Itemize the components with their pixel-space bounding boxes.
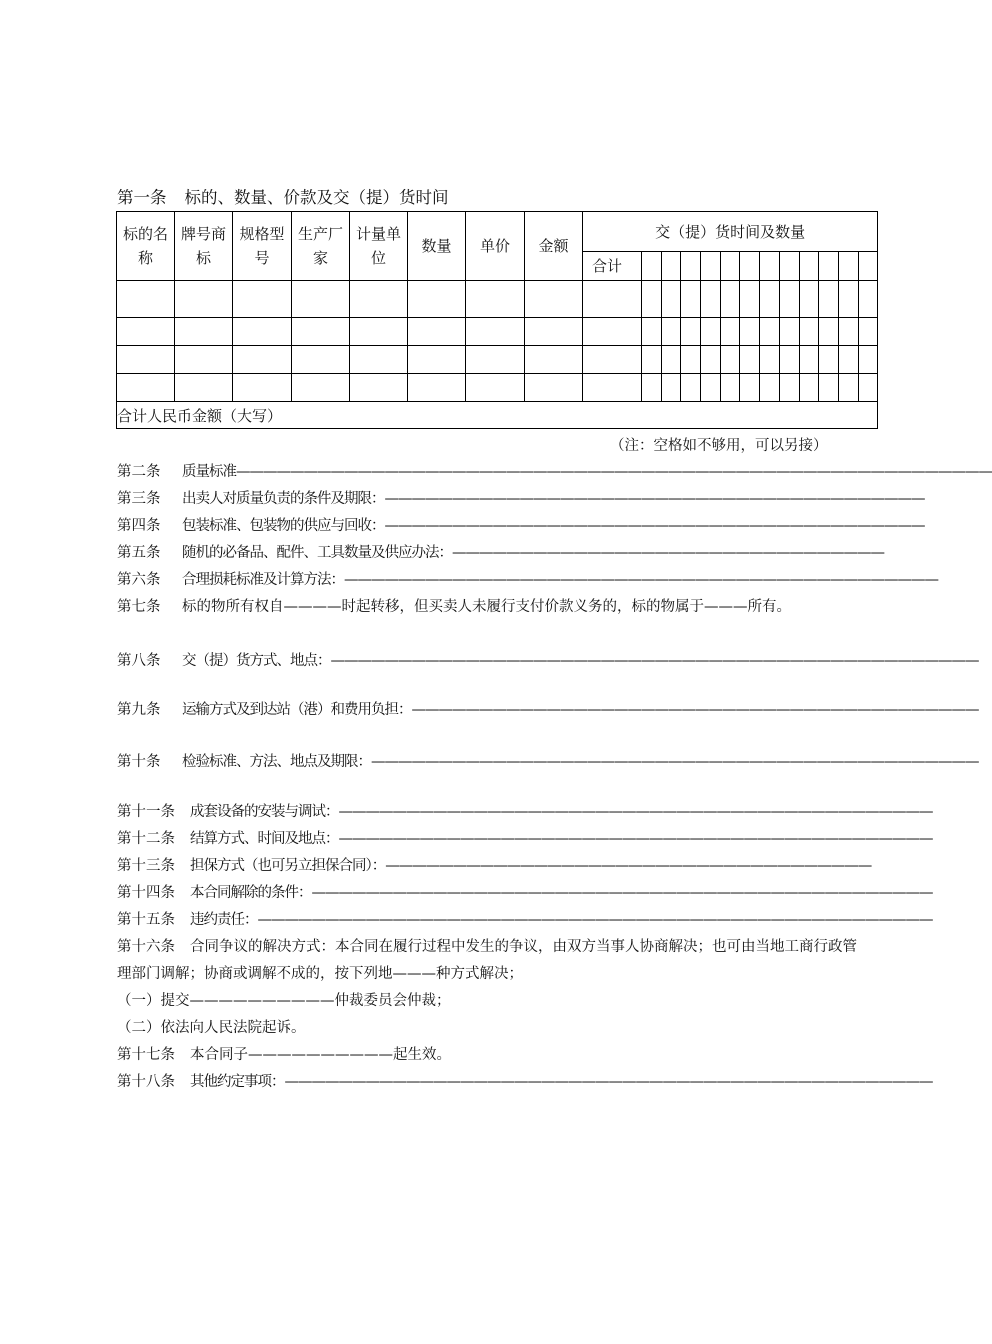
table-cell bbox=[838, 374, 858, 402]
table-cell bbox=[799, 281, 819, 318]
clause-number: 第三条 bbox=[117, 491, 161, 507]
table-cell bbox=[740, 318, 760, 346]
table-cell bbox=[642, 374, 662, 402]
table-cell bbox=[292, 374, 350, 402]
table-cell bbox=[408, 374, 466, 402]
clause-13 bbox=[117, 853, 872, 880]
clause-text: 随机的必备品、配件、工具数量及供应办法：———————————————————————————————— bbox=[182, 545, 884, 561]
table-cell bbox=[175, 374, 233, 402]
delivery-slot bbox=[740, 251, 760, 280]
clause-text: 出卖人对质量负责的条件及期限：———————————————————————————————————————— bbox=[182, 491, 925, 507]
table-note: （注：空格如不够用，可以另接） bbox=[610, 438, 828, 454]
clause-5 bbox=[117, 540, 884, 567]
clause-text: 其他约定事项：———————————————————————————————————————————————— bbox=[190, 1074, 933, 1090]
clause-number: 第十三条 bbox=[117, 858, 175, 874]
clause-7 bbox=[117, 594, 862, 621]
clause-text: 结算方式、时间及地点：———————————————————————————————————————————— bbox=[190, 831, 933, 847]
clause-15 bbox=[117, 907, 933, 934]
delivery-slot bbox=[642, 251, 662, 280]
table-cell bbox=[350, 281, 408, 318]
clause-text: （二）依法向人民法院起诉。 bbox=[117, 1020, 306, 1036]
clause-number: 第九条 bbox=[117, 702, 161, 718]
clause-text: 本合同解除的条件：—————————————————————————————————————————————— bbox=[190, 885, 933, 901]
table-cell bbox=[779, 346, 799, 374]
article-1-heading bbox=[117, 184, 449, 208]
table-cell bbox=[642, 346, 662, 374]
clause-text: 运输方式及到达站（港）和费用负担：—————————————————————————————————————————— bbox=[182, 702, 979, 718]
delivery-slot bbox=[720, 251, 740, 280]
clause-number: 第四条 bbox=[117, 518, 161, 534]
table-cell bbox=[720, 281, 740, 318]
table-cell bbox=[760, 346, 780, 374]
delivery-slot bbox=[858, 251, 878, 280]
table-cell bbox=[819, 374, 839, 402]
table-cell bbox=[661, 374, 681, 402]
clause-14 bbox=[117, 880, 933, 907]
clause-16 bbox=[117, 934, 862, 987]
clause-10 bbox=[117, 749, 979, 776]
clause-number: 第十六条 bbox=[117, 939, 175, 955]
table-cell bbox=[799, 318, 819, 346]
clause-17 bbox=[117, 1042, 862, 1069]
delivery-slot bbox=[838, 251, 858, 280]
table-cell bbox=[233, 318, 292, 346]
table-cell bbox=[233, 374, 292, 402]
clause-text: 检验标准、方法、地点及期限：————————————————————————————————————————————— bbox=[182, 754, 979, 770]
clause-number: 第八条 bbox=[117, 653, 161, 669]
table-cell bbox=[525, 281, 583, 318]
clause-6 bbox=[117, 567, 938, 594]
header-item-name: 标的名称 bbox=[117, 212, 175, 281]
table-cell bbox=[858, 374, 878, 402]
table-cell bbox=[740, 281, 760, 318]
clause-number: 第二条 bbox=[117, 464, 161, 480]
clause-number: 第五条 bbox=[117, 545, 161, 561]
table-cell bbox=[233, 346, 292, 374]
clause-number: 第六条 bbox=[117, 572, 161, 588]
clause-number: 第十八条 bbox=[117, 1074, 175, 1090]
table-cell bbox=[799, 346, 819, 374]
clause-number: 第七条 bbox=[117, 599, 161, 615]
header-unit-price: 单价 bbox=[466, 212, 525, 281]
clause-16-option-1 bbox=[117, 988, 862, 1015]
table-cell bbox=[525, 346, 583, 374]
table-cell bbox=[819, 346, 839, 374]
delivery-slot bbox=[779, 251, 799, 280]
table-cell bbox=[838, 318, 858, 346]
table-cell bbox=[799, 374, 819, 402]
delivery-slot bbox=[799, 251, 819, 280]
total-rmb-label: 合计人民币金额（大写） bbox=[117, 402, 878, 429]
clause-number: 第十一条 bbox=[117, 804, 175, 820]
clause-text: 包装标准、包装物的供应与回收：———————————————————————————————————————— bbox=[182, 518, 925, 534]
header-delivery-total: 合计 bbox=[583, 251, 642, 280]
table-body bbox=[117, 281, 878, 402]
table-row bbox=[117, 281, 878, 318]
header-manufacturer: 生产厂家 bbox=[292, 212, 350, 281]
table-cell bbox=[681, 281, 701, 318]
table-cell bbox=[408, 281, 466, 318]
clause-12 bbox=[117, 826, 933, 853]
table-cell bbox=[292, 346, 350, 374]
table-cell bbox=[117, 374, 175, 402]
article-1-title: 标的、数量、价款及交（提）货时间 bbox=[184, 188, 449, 207]
table-cell bbox=[661, 346, 681, 374]
table-row bbox=[117, 374, 878, 402]
table-cell bbox=[701, 281, 721, 318]
table-cell bbox=[701, 346, 721, 374]
table-cell bbox=[760, 318, 780, 346]
table-cell bbox=[858, 318, 878, 346]
table-cell bbox=[350, 318, 408, 346]
table-cell bbox=[408, 318, 466, 346]
header-unit: 计量单位 bbox=[350, 212, 408, 281]
clause-4 bbox=[117, 513, 925, 540]
header-model: 规格型号 bbox=[233, 212, 292, 281]
table-cell bbox=[466, 346, 525, 374]
table-cell bbox=[583, 318, 642, 346]
header-quantity: 数量 bbox=[408, 212, 466, 281]
table-cell bbox=[819, 281, 839, 318]
table-cell bbox=[760, 374, 780, 402]
clause-8 bbox=[117, 648, 979, 675]
header-delivery-schedule: 交（提）货时间及数量 bbox=[583, 212, 878, 252]
table-cell bbox=[175, 281, 233, 318]
table-cell bbox=[583, 281, 642, 318]
table-cell bbox=[117, 346, 175, 374]
table-cell bbox=[681, 374, 701, 402]
table-cell bbox=[117, 318, 175, 346]
table-cell bbox=[350, 346, 408, 374]
table-cell bbox=[408, 346, 466, 374]
clause-text: 质量标准———————————————————————————————————————————————————————— bbox=[182, 464, 992, 480]
table-cell bbox=[525, 318, 583, 346]
table-cell bbox=[760, 281, 780, 318]
table-cell bbox=[175, 346, 233, 374]
header-amount: 金额 bbox=[525, 212, 583, 281]
clause-number: 第十条 bbox=[117, 754, 161, 770]
table-cell bbox=[838, 346, 858, 374]
goods-table bbox=[116, 211, 878, 429]
table-cell bbox=[681, 346, 701, 374]
table-cell bbox=[350, 374, 408, 402]
clause-text: 合同争议的解决方式：本合同在履行过程中发生的争议，由双方当事人协商解决；也可由当地工商行政管理部门调解；协商或调解不成的，按下列地———种方式解决； bbox=[117, 939, 857, 982]
table-cell bbox=[720, 346, 740, 374]
table-cell bbox=[740, 374, 760, 402]
table-cell bbox=[466, 318, 525, 346]
clause-text: （一）提交——————————仲裁委员会仲裁； bbox=[117, 993, 451, 1009]
delivery-slot bbox=[681, 251, 701, 280]
table-cell bbox=[740, 346, 760, 374]
table-cell bbox=[466, 374, 525, 402]
clause-9 bbox=[117, 697, 979, 724]
delivery-slot bbox=[760, 251, 780, 280]
table-cell bbox=[779, 281, 799, 318]
table-cell bbox=[701, 374, 721, 402]
table-cell bbox=[661, 318, 681, 346]
table-cell bbox=[642, 318, 662, 346]
clause-2 bbox=[117, 459, 992, 486]
table-cell bbox=[292, 281, 350, 318]
table-cell bbox=[292, 318, 350, 346]
clause-16-option-2 bbox=[117, 1015, 862, 1042]
table-cell bbox=[779, 374, 799, 402]
clause-text: 成套设备的安装与调试：———————————————————————————————————————————— bbox=[190, 804, 933, 820]
clause-text: 担保方式（也可另立担保合同）：———————————————————————————————————— bbox=[190, 858, 872, 874]
table-row bbox=[117, 346, 878, 374]
table-cell bbox=[838, 281, 858, 318]
table-cell bbox=[117, 281, 175, 318]
table-cell bbox=[681, 318, 701, 346]
table-cell bbox=[720, 318, 740, 346]
clause-11 bbox=[117, 799, 933, 826]
delivery-slot bbox=[701, 251, 721, 280]
table-cell bbox=[819, 318, 839, 346]
clause-number: 第十七条 bbox=[117, 1047, 175, 1063]
table-cell bbox=[701, 318, 721, 346]
clause-text: 标的物所有权自————时起转移，但买卖人未履行支付价款义务的，标的物属于———所有。 bbox=[182, 599, 791, 615]
article-1-number: 第一条 bbox=[117, 188, 167, 207]
table-row bbox=[117, 318, 878, 346]
table-cell bbox=[583, 374, 642, 402]
clause-number: 第十五条 bbox=[117, 912, 175, 928]
table-cell bbox=[583, 346, 642, 374]
table-cell bbox=[720, 374, 740, 402]
table-cell bbox=[858, 346, 878, 374]
table-cell bbox=[233, 281, 292, 318]
delivery-slot bbox=[661, 251, 681, 280]
table-cell bbox=[858, 281, 878, 318]
table-cell bbox=[466, 281, 525, 318]
table-cell bbox=[661, 281, 681, 318]
clause-number: 第十四条 bbox=[117, 885, 175, 901]
clause-3 bbox=[117, 486, 925, 513]
table-cell bbox=[175, 318, 233, 346]
clause-text: 违约责任：—————————————————————————————————————————————————— bbox=[190, 912, 933, 928]
clause-text: 合理损耗标准及计算方法：———————————————————————————————————————————— bbox=[182, 572, 938, 588]
clause-text: 交（提）货方式、地点：———————————————————————————————————————————————— bbox=[182, 653, 979, 669]
delivery-slot bbox=[819, 251, 839, 280]
clause-number: 第十二条 bbox=[117, 831, 175, 847]
header-brand: 牌号商标 bbox=[175, 212, 233, 281]
table-cell bbox=[525, 374, 583, 402]
clause-18 bbox=[117, 1069, 933, 1096]
table-cell bbox=[779, 318, 799, 346]
clause-text: 本合同子——————————起生效。 bbox=[190, 1047, 451, 1063]
table-cell bbox=[642, 281, 662, 318]
